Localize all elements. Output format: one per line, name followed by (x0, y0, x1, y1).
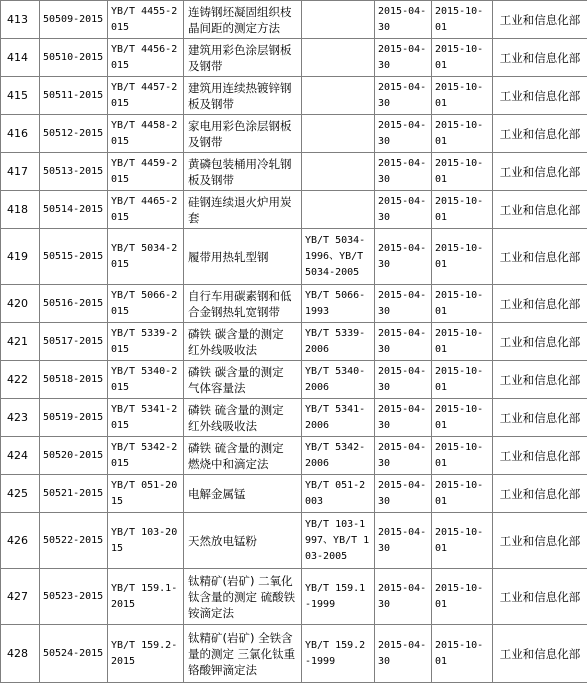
row-number: 419 (1, 229, 40, 285)
standard-number: YB/T 159.1-2015 (108, 569, 184, 625)
standard-number: YB/T 4456-2015 (108, 39, 184, 77)
table-row (1, 513, 587, 569)
table-row (1, 191, 587, 229)
standard-name: 天然放电锰粉 (184, 513, 302, 569)
standard-name: 钛精矿(岩矿) 二氧化钛含量的测定 硫酸铁铵滴定法 (184, 569, 302, 625)
standard-number: YB/T 4465-2015 (108, 191, 184, 229)
replaced-standard: YB/T 5066-1993 (302, 285, 375, 323)
implement-date: 2015-10-01 (432, 625, 493, 683)
catalog-code: 50522-2015 (40, 513, 108, 569)
catalog-code: 50511-2015 (40, 77, 108, 115)
standard-number: YB/T 5341-2015 (108, 399, 184, 437)
implement-date: 2015-10-01 (432, 191, 493, 229)
row-number: 426 (1, 513, 40, 569)
catalog-code: 50512-2015 (40, 115, 108, 153)
department: 工业和信息化部 (493, 361, 587, 399)
standard-name: 连铸钢坯凝固组织枝晶间距的测定方法 (184, 1, 302, 39)
standard-name: 建筑用彩色涂层钢板及钢带 (184, 39, 302, 77)
catalog-code: 50516-2015 (40, 285, 108, 323)
department: 工业和信息化部 (493, 437, 587, 475)
standard-name: 钛精矿(岩矿) 全铁含量的测定 三氯化钛重铬酸钾滴定法 (184, 625, 302, 683)
implement-date: 2015-10-01 (432, 437, 493, 475)
table-row (1, 285, 587, 323)
department: 工业和信息化部 (493, 1, 587, 39)
department: 工业和信息化部 (493, 569, 587, 625)
department: 工业和信息化部 (493, 399, 587, 437)
catalog-code: 50515-2015 (40, 229, 108, 285)
replaced-standard: YB/T 159.2-1999 (302, 625, 375, 683)
replaced-standard (302, 77, 375, 115)
standard-name: 建筑用连续热镀锌钢板及钢带 (184, 77, 302, 115)
standard-name: 磷铁 硫含量的测定 红外线吸收法 (184, 399, 302, 437)
catalog-code: 50521-2015 (40, 475, 108, 513)
replaced-standard: YB/T 5342-2006 (302, 437, 375, 475)
catalog-code: 50524-2015 (40, 625, 108, 683)
standard-name: 自行车用碳素钢和低合金钢热轧宽钢带 (184, 285, 302, 323)
catalog-code: 50509-2015 (40, 1, 108, 39)
implement-date: 2015-10-01 (432, 513, 493, 569)
replaced-standard (302, 153, 375, 191)
catalog-code: 50520-2015 (40, 437, 108, 475)
row-number: 416 (1, 115, 40, 153)
implement-date: 2015-10-01 (432, 285, 493, 323)
row-number: 423 (1, 399, 40, 437)
replaced-standard (302, 1, 375, 39)
table-row (1, 39, 587, 77)
replaced-standard: YB/T 159.1-1999 (302, 569, 375, 625)
department: 工业和信息化部 (493, 77, 587, 115)
row-number: 427 (1, 569, 40, 625)
publish-date: 2015-04-30 (375, 191, 432, 229)
replaced-standard: YB/T 5339-2006 (302, 323, 375, 361)
publish-date: 2015-04-30 (375, 39, 432, 77)
implement-date: 2015-10-01 (432, 39, 493, 77)
row-number: 417 (1, 153, 40, 191)
standard-name: 磷铁 硫含量的测定 燃烧中和滴定法 (184, 437, 302, 475)
standard-number: YB/T 103-2015 (108, 513, 184, 569)
standard-number: YB/T 4457-2015 (108, 77, 184, 115)
table-row (1, 1, 587, 39)
standard-name: 硅钢连续退火炉用炭套 (184, 191, 302, 229)
department: 工业和信息化部 (493, 625, 587, 683)
replaced-standard (302, 39, 375, 77)
row-number: 418 (1, 191, 40, 229)
publish-date: 2015-04-30 (375, 513, 432, 569)
table-row (1, 229, 587, 285)
department: 工业和信息化部 (493, 229, 587, 285)
catalog-code: 50514-2015 (40, 191, 108, 229)
standard-number: YB/T 5066-2015 (108, 285, 184, 323)
standard-name: 履带用热轧型钢 (184, 229, 302, 285)
department: 工业和信息化部 (493, 153, 587, 191)
publish-date: 2015-04-30 (375, 361, 432, 399)
implement-date: 2015-10-01 (432, 475, 493, 513)
table-row (1, 323, 587, 361)
row-number: 425 (1, 475, 40, 513)
publish-date: 2015-04-30 (375, 569, 432, 625)
standard-number: YB/T 4459-2015 (108, 153, 184, 191)
standard-name: 黄磷包装桶用冷轧钢板及钢带 (184, 153, 302, 191)
catalog-code: 50519-2015 (40, 399, 108, 437)
catalog-code: 50518-2015 (40, 361, 108, 399)
table-row (1, 475, 587, 513)
publish-date: 2015-04-30 (375, 399, 432, 437)
implement-date: 2015-10-01 (432, 569, 493, 625)
standard-name: 磷铁 碳含量的测定 气体容量法 (184, 361, 302, 399)
publish-date: 2015-04-30 (375, 323, 432, 361)
replaced-standard: YB/T 5340-2006 (302, 361, 375, 399)
department: 工业和信息化部 (493, 39, 587, 77)
publish-date: 2015-04-30 (375, 437, 432, 475)
standard-number: YB/T 4455-2015 (108, 1, 184, 39)
publish-date: 2015-04-30 (375, 285, 432, 323)
publish-date: 2015-04-30 (375, 625, 432, 683)
table-row (1, 361, 587, 399)
standard-name: 电解金属锰 (184, 475, 302, 513)
row-number: 414 (1, 39, 40, 77)
publish-date: 2015-04-30 (375, 77, 432, 115)
replaced-standard: YB/T 103-1997、YB/T 103-2005 (302, 513, 375, 569)
department: 工业和信息化部 (493, 115, 587, 153)
row-number: 415 (1, 77, 40, 115)
table-row (1, 77, 587, 115)
replaced-standard: YB/T 5341-2006 (302, 399, 375, 437)
replaced-standard: YB/T 051-2003 (302, 475, 375, 513)
table-row (1, 625, 587, 683)
standard-number: YB/T 159.2-2015 (108, 625, 184, 683)
department: 工业和信息化部 (493, 475, 587, 513)
implement-date: 2015-10-01 (432, 153, 493, 191)
row-number: 422 (1, 361, 40, 399)
publish-date: 2015-04-30 (375, 115, 432, 153)
row-number: 424 (1, 437, 40, 475)
catalog-code: 50517-2015 (40, 323, 108, 361)
standard-name: 磷铁 碳含量的测定 红外线吸收法 (184, 323, 302, 361)
row-number: 421 (1, 323, 40, 361)
row-number: 428 (1, 625, 40, 683)
standard-number: YB/T 5034-2015 (108, 229, 184, 285)
catalog-code: 50523-2015 (40, 569, 108, 625)
implement-date: 2015-10-01 (432, 323, 493, 361)
implement-date: 2015-10-01 (432, 361, 493, 399)
implement-date: 2015-10-01 (432, 115, 493, 153)
table-row (1, 437, 587, 475)
publish-date: 2015-04-30 (375, 229, 432, 285)
department: 工业和信息化部 (493, 323, 587, 361)
publish-date: 2015-04-30 (375, 153, 432, 191)
implement-date: 2015-10-01 (432, 1, 493, 39)
replaced-standard (302, 115, 375, 153)
replaced-standard (302, 191, 375, 229)
standard-name: 家电用彩色涂层钢板及钢带 (184, 115, 302, 153)
row-number: 413 (1, 1, 40, 39)
implement-date: 2015-10-01 (432, 77, 493, 115)
row-number: 420 (1, 285, 40, 323)
department: 工业和信息化部 (493, 285, 587, 323)
replaced-standard: YB/T 5034-1996、YB/T 5034-2005 (302, 229, 375, 285)
publish-date: 2015-04-30 (375, 475, 432, 513)
standard-number: YB/T 5340-2015 (108, 361, 184, 399)
department: 工业和信息化部 (493, 513, 587, 569)
implement-date: 2015-10-01 (432, 399, 493, 437)
table-body (1, 1, 587, 683)
publish-date: 2015-04-30 (375, 1, 432, 39)
implement-date: 2015-10-01 (432, 229, 493, 285)
standard-number: YB/T 051-2015 (108, 475, 184, 513)
table-row (1, 115, 587, 153)
standard-number: YB/T 5339-2015 (108, 323, 184, 361)
table-row (1, 153, 587, 191)
table-row (1, 399, 587, 437)
standard-number: YB/T 5342-2015 (108, 437, 184, 475)
department: 工业和信息化部 (493, 191, 587, 229)
standard-number: YB/T 4458-2015 (108, 115, 184, 153)
catalog-code: 50510-2015 (40, 39, 108, 77)
table-row (1, 569, 587, 625)
catalog-code: 50513-2015 (40, 153, 108, 191)
